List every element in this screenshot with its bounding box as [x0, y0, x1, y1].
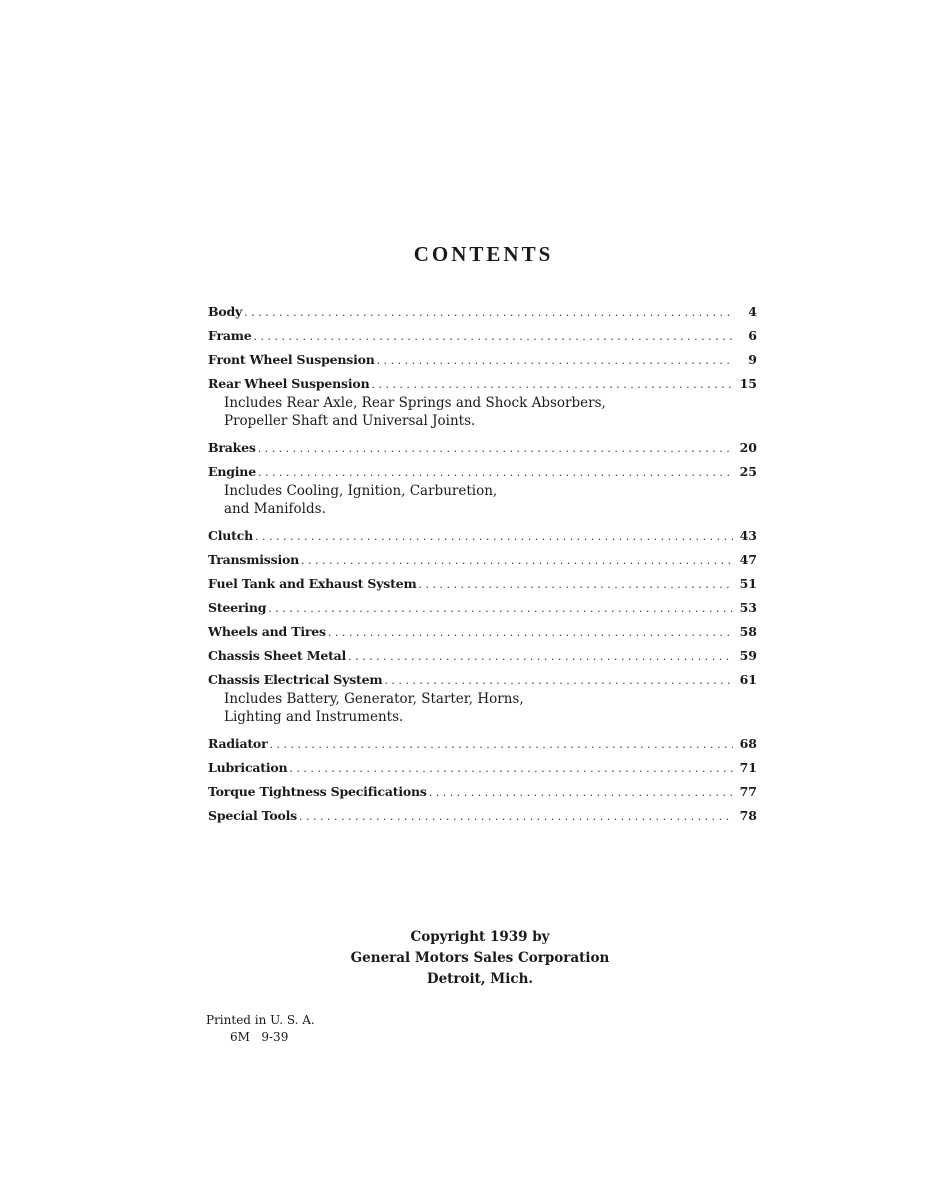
toc-row	[208, 572, 757, 596]
dot-leader	[268, 597, 733, 621]
toc-note-line: Includes Rear Axle, Rear Springs and Shock Absorbers,	[224, 395, 606, 411]
toc-row	[208, 348, 757, 372]
toc-section-title: Clutch	[208, 528, 254, 543]
toc-section-title: Chassis Electrical System	[208, 672, 383, 687]
toc-page-number: 58	[739, 624, 757, 639]
toc-row	[208, 548, 757, 572]
toc-section-title: Lubrication	[208, 760, 288, 775]
dot-leader	[255, 525, 733, 549]
toc-note-line: Propeller Shaft and Universal Joints.	[224, 413, 476, 429]
toc-section-title: Frame	[208, 328, 252, 343]
toc-section-title: Body	[208, 304, 243, 319]
toc-page-number: 47	[739, 552, 757, 567]
dot-leader	[244, 301, 733, 325]
toc-page-number: 53	[739, 600, 757, 615]
toc-entry	[208, 732, 757, 756]
toc-note-line: Includes Cooling, Ignition, Carburetion,	[224, 483, 498, 499]
dot-leader	[254, 325, 733, 349]
toc-section-title: Fuel Tank and Exhaust System	[208, 576, 417, 591]
toc-entry	[208, 572, 757, 596]
toc-row	[208, 756, 757, 780]
toc-section-title: Radiator	[208, 736, 268, 751]
dot-leader	[377, 349, 733, 373]
toc-page-number: 20	[739, 440, 757, 455]
toc-entry	[208, 756, 757, 780]
toc-entry	[208, 780, 757, 804]
toc-entry	[208, 620, 757, 644]
toc-row	[208, 372, 757, 396]
toc-entry	[208, 524, 757, 548]
toc-entry	[208, 596, 757, 620]
toc-section-title: Transmission	[208, 552, 300, 567]
dot-leader	[269, 733, 733, 757]
dot-leader	[258, 437, 733, 461]
toc-row	[208, 524, 757, 548]
toc-page-number: 71	[739, 760, 757, 775]
toc-row	[208, 436, 757, 460]
toc-section-title: Special Tools	[208, 808, 298, 823]
toc-section-title: Steering	[208, 600, 267, 615]
toc-page-number: 4	[748, 304, 757, 319]
toc-entry	[208, 436, 757, 460]
toc-note-line: Lighting and Instruments.	[224, 709, 404, 725]
printed-in: Printed in U. S. A.	[206, 1013, 315, 1027]
toc-page-number: 9	[748, 352, 757, 367]
toc-page-number: 51	[739, 576, 757, 591]
dot-leader	[328, 621, 733, 645]
toc-section-note	[208, 690, 757, 726]
toc-section-note	[208, 394, 757, 430]
toc-row	[208, 732, 757, 756]
toc-section-title: Rear Wheel Suspension	[208, 376, 370, 391]
publisher-location: Detroit, Mich.	[426, 971, 534, 987]
toc-section-title: Brakes	[208, 440, 256, 455]
copyright-block	[0, 927, 927, 990]
toc-row	[208, 324, 757, 348]
toc-section-title: Torque Tightness Specifications	[208, 784, 427, 799]
copyright-line: Copyright 1939 by	[410, 929, 550, 945]
toc-entry	[208, 460, 757, 518]
toc-row	[208, 596, 757, 620]
toc-page-number: 6	[748, 328, 757, 343]
toc-entry	[208, 372, 757, 430]
dot-leader	[301, 549, 733, 573]
toc-row	[208, 668, 757, 692]
toc-section-title: Engine	[208, 464, 256, 479]
toc-page-number: 59	[739, 648, 757, 663]
toc-section-title: Front Wheel Suspension	[208, 352, 375, 367]
dot-leader	[299, 805, 733, 829]
toc-row	[208, 780, 757, 804]
toc-page-number: 25	[739, 464, 757, 479]
toc-row	[208, 620, 757, 644]
table-of-contents	[208, 300, 757, 828]
toc-entry	[208, 548, 757, 572]
toc-page-number: 43	[739, 528, 757, 543]
toc-page-number: 61	[739, 672, 757, 687]
toc-page-number: 77	[739, 784, 757, 799]
toc-entry	[208, 348, 757, 372]
page-title: CONTENTS	[413, 242, 554, 266]
toc-row	[208, 804, 757, 828]
toc-row	[208, 644, 757, 668]
print-code: 6M 9-39	[230, 1030, 289, 1044]
toc-section-title: Chassis Sheet Metal	[208, 648, 347, 663]
toc-page-number: 15	[739, 376, 757, 391]
toc-note-line: and Manifolds.	[224, 501, 326, 517]
toc-entry	[208, 300, 757, 324]
toc-entry	[208, 644, 757, 668]
toc-entry	[208, 324, 757, 348]
toc-row	[208, 300, 757, 324]
toc-section-title: Wheels and Tires	[208, 624, 326, 639]
toc-page-number: 68	[739, 736, 757, 751]
dot-leader	[418, 573, 733, 597]
dot-leader	[348, 645, 733, 669]
toc-page-number: 78	[739, 808, 757, 823]
toc-row	[208, 460, 757, 484]
imprint	[206, 1012, 315, 1046]
toc-entry	[208, 668, 757, 726]
toc-note-line: Includes Battery, Generator, Starter, Horns,	[224, 691, 524, 707]
toc-section-note	[208, 482, 757, 518]
toc-entry	[208, 804, 757, 828]
dot-leader	[289, 757, 733, 781]
dot-leader	[429, 781, 733, 805]
publisher-name: General Motors Sales Corporation	[350, 950, 610, 966]
